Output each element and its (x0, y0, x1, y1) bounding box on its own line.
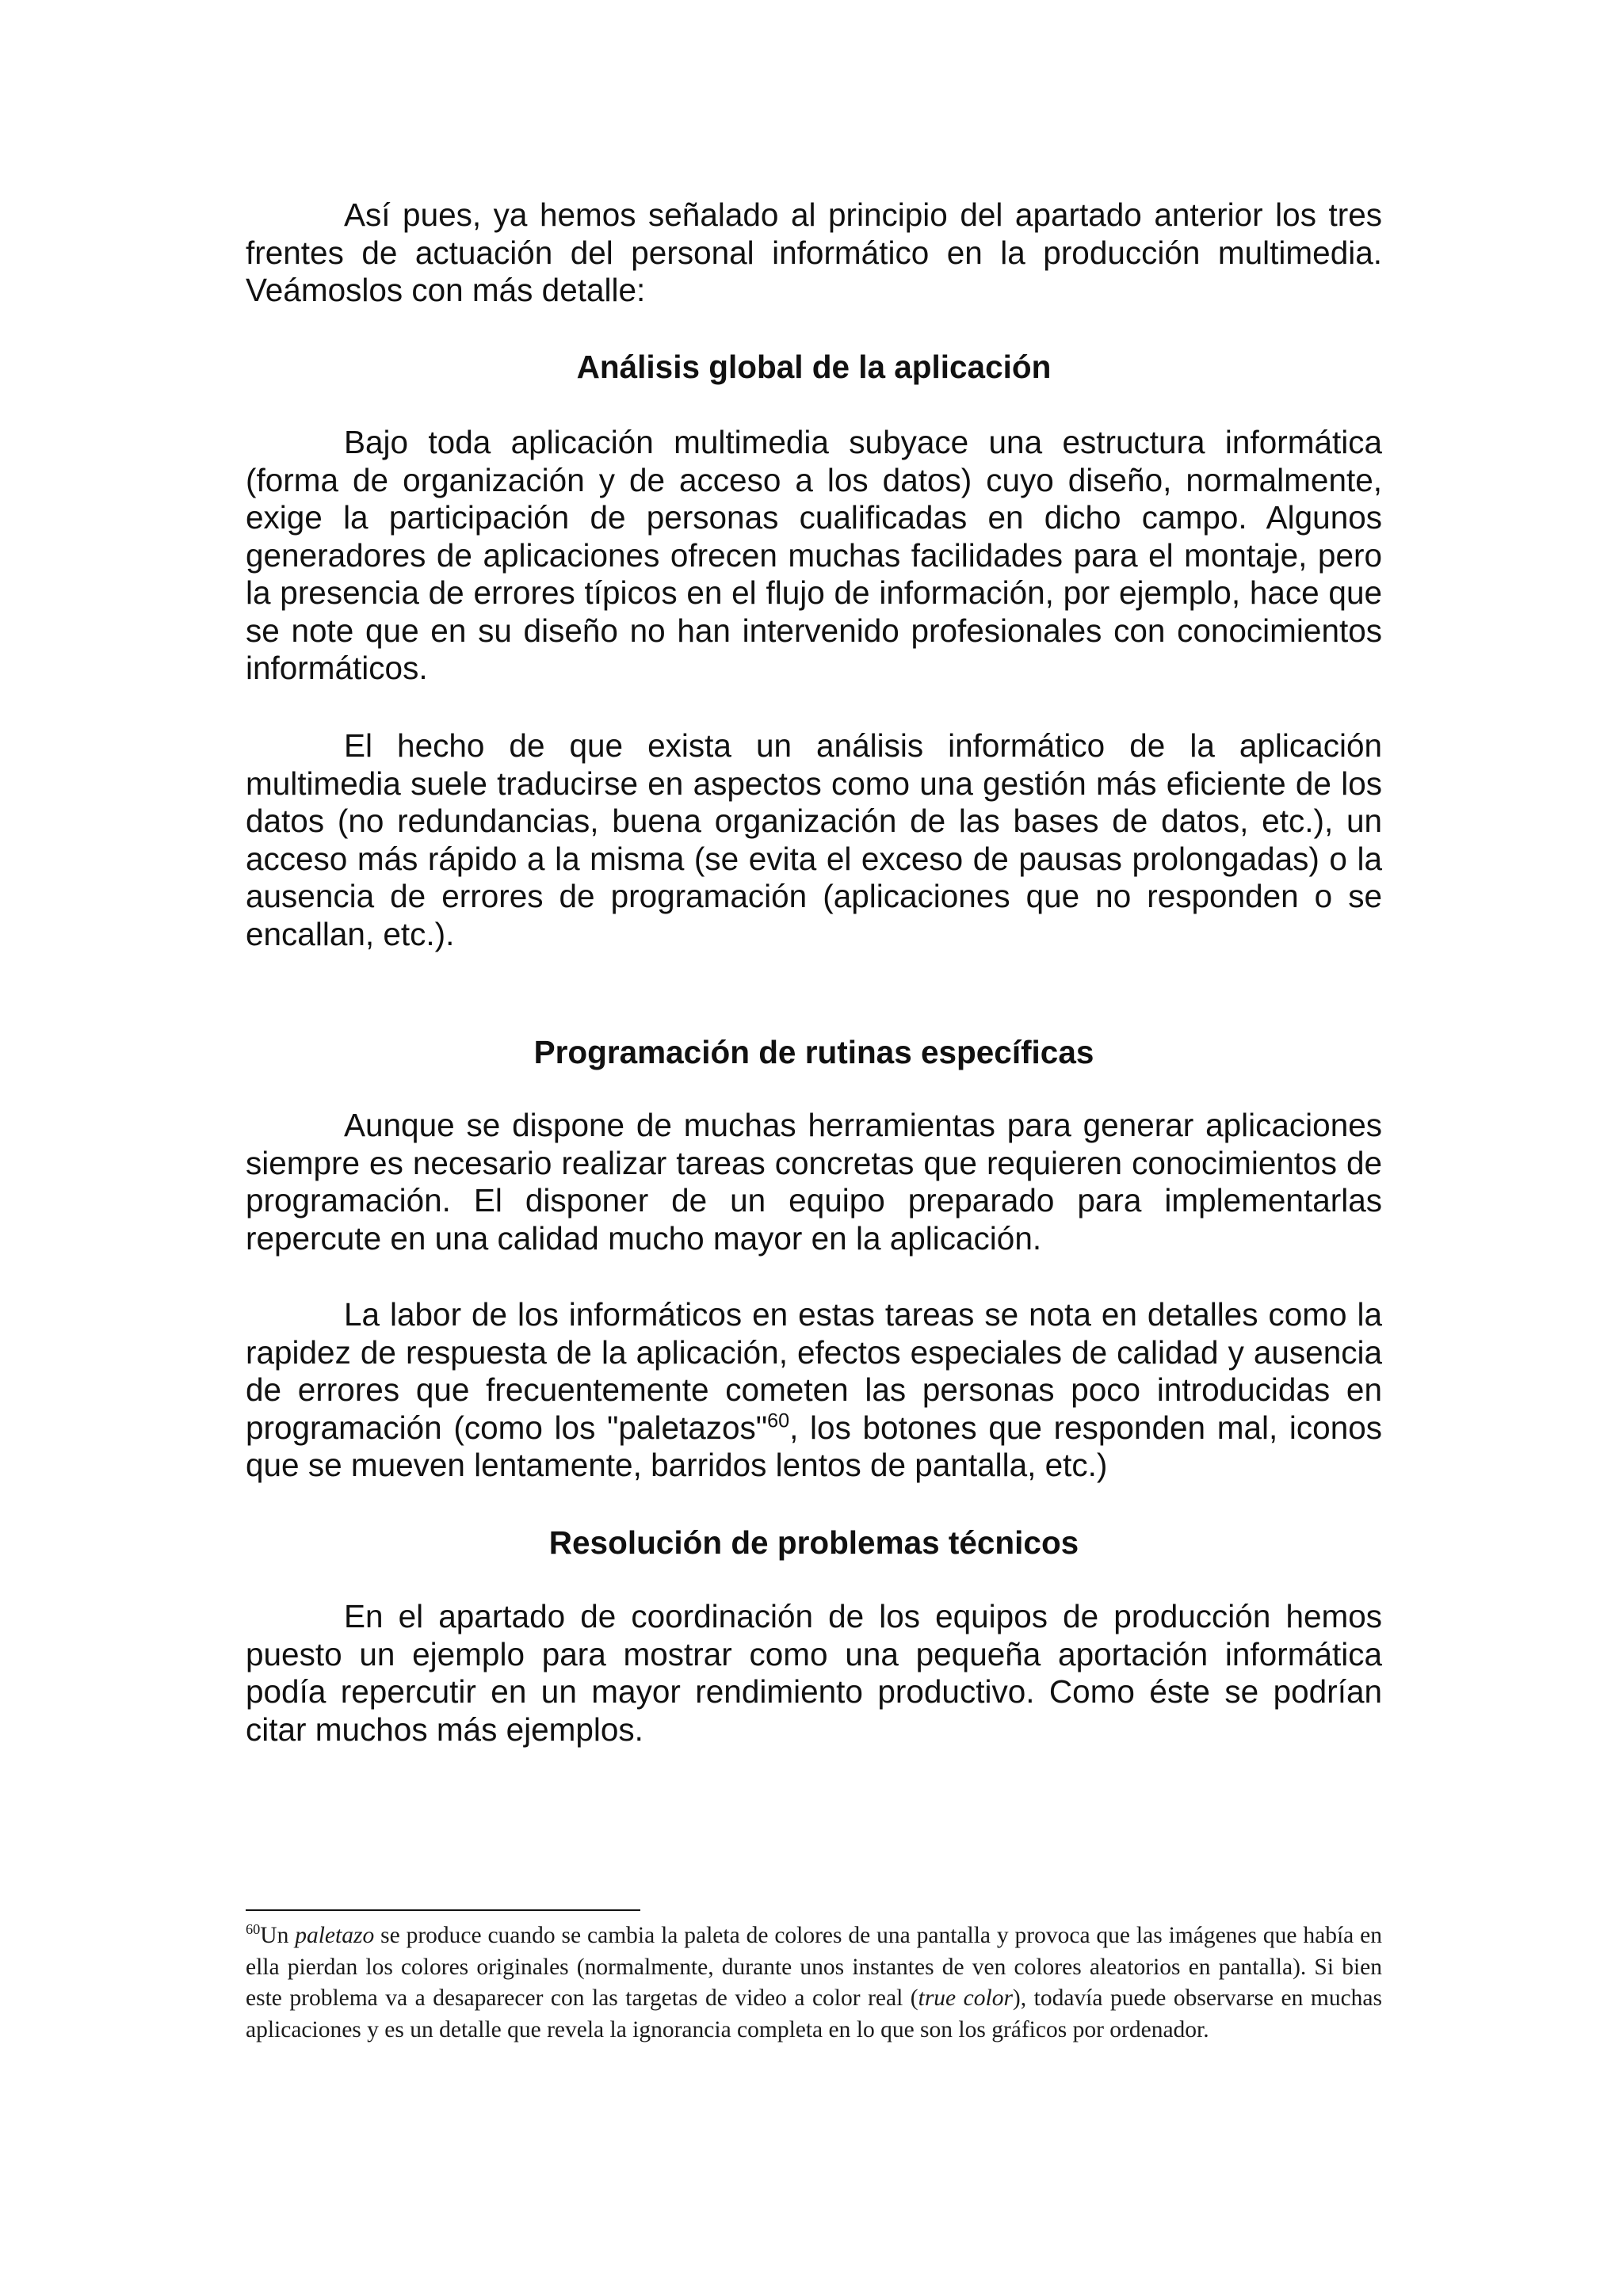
footnote-term: paletazo (295, 1923, 375, 1948)
footnote-60 (246, 1920, 1382, 2046)
heading-analisis-global: Análisis global de la aplicación (576, 349, 1052, 385)
paragraph-intro: Así pues, ya hemos señalado al principio del apartado anterior los tres frentes de actuación del personal informático en la producción multimedia. Veámoslos con más detalle: (246, 196, 1382, 308)
footnote-text: ), todavía puede observarse en muchas aplicaciones y es un detalle que revela la ignorancia completa en lo que son los gráficos por ordenador. (246, 1985, 1382, 2042)
footnote-text: se produce cuando se cambia la paleta de colores de una pantalla y provoca que las imágenes que había en ella pierdan los colores originales (normalmente, durante unos instantes de ven colores aleatorios en pantalla). Si bien este problema va a desaparecer con las targetas de video a color real ( (246, 1923, 1382, 2011)
footnote-text: Un (260, 1923, 296, 1948)
footnote-term: true color (918, 1985, 1013, 2011)
paragraph-programacion-1: Aunque se dispone de muchas herramientas para generar aplicaciones siempre es necesario realizar tareas concretas que requieren conocimientos de programación. El disponer de un equipo preparado para implementarlas repercute en una calidad mucho mayor en la aplicación. (246, 1107, 1382, 1257)
heading-resolucion-problemas: Resolución de problemas técnicos (548, 1524, 1079, 1561)
paragraph-text-part: , los botones que responden mal, iconos que se mueven lentamente, barridos lentos de pantalla, etc.) (246, 1409, 1382, 1483)
paragraph-analisis-2: El hecho de que exista un análisis informático de la aplicación multimedia suele traducirse en aspectos como una gestión más eficiente de los datos (no redundancias, buena organización de las bases de datos, etc.), un acceso más rápido a la misma (se evita el exceso de pausas prolongadas) o la ausencia de errores de programación (aplicaciones que no responden o se encallan, etc.). (246, 727, 1382, 952)
paragraph-text-part: La labor de los informáticos en estas tareas se nota en detalles como la rapidez de respuesta de la aplicación, efectos especiales de calidad y ausencia de errores que frecuentemente cometen las personas poco introducidas en programación (como los "paletazos" (246, 1296, 1382, 1446)
footnote-number: 60 (246, 1921, 261, 1938)
heading-programacion-rutinas: Programación de rutinas específicas (533, 1034, 1094, 1070)
paragraph-programacion-2 (246, 1296, 1382, 1485)
footnote-reference: 60 (767, 1409, 790, 1432)
paragraph-resolucion: En el apartado de coordinación de los equipos de producción hemos puesto un ejemplo para mostrar como una pequeña aportación informática podía repercutir en un mayor rendimiento productivo. Como éste se podrían citar muchos más ejemplos. (246, 1598, 1382, 1748)
paragraph-analisis-1: Bajo toda aplicación multimedia subyace una estructura informática (forma de organización y de acceso a los datos) cuyo diseño, normalmente, exige la participación de personas cualificadas en dicho campo. Algunos generadores de aplicaciones ofrecen muchas facilidades para el montaje, pero la presencia de errores típicos en el flujo de información, por ejemplo, hace que se note que en su diseño no han intervenido profesionales con conocimientos informáticos. (246, 424, 1382, 686)
footnote-separator (246, 1909, 640, 1911)
